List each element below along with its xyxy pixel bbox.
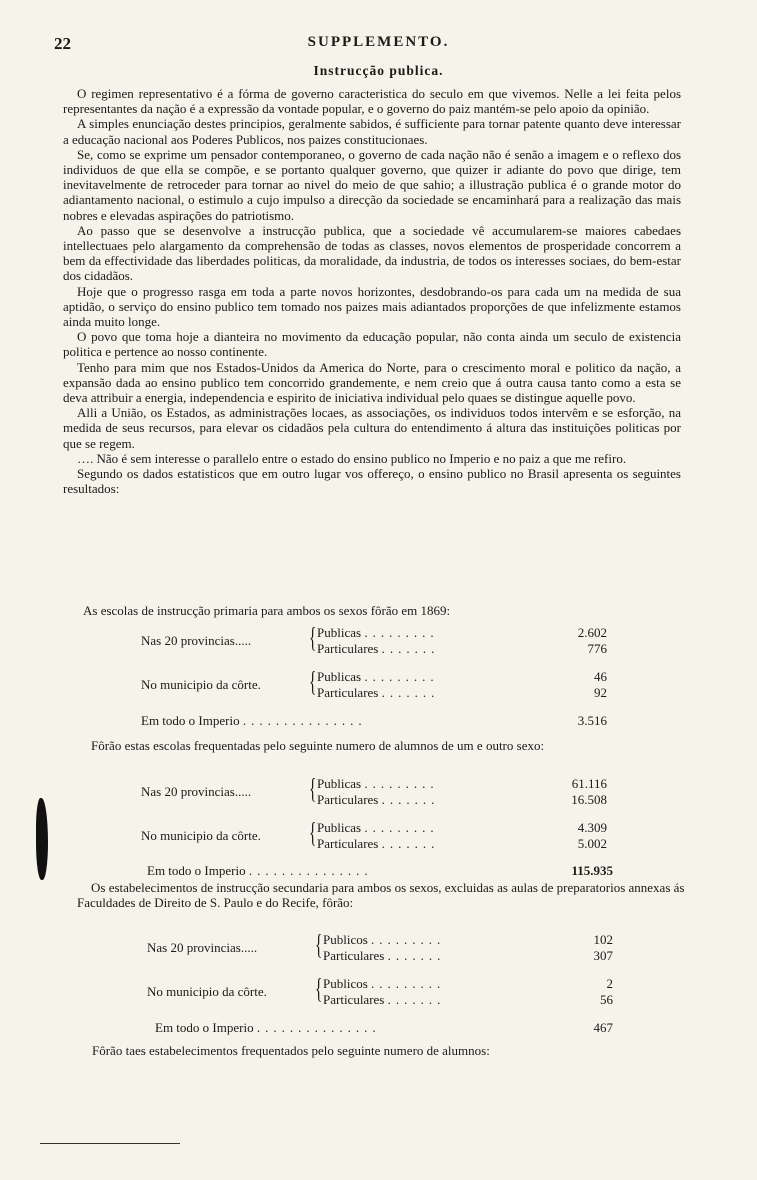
group-label: Nas 20 provincias.....	[147, 940, 258, 955]
brace: {	[309, 818, 317, 849]
ink-smudge	[36, 798, 48, 880]
total-value: 115.935	[571, 863, 613, 878]
paragraph: O regimen representativo é a fórma de governo caracteristica do seculo em que vivemos. Nelle a lei feita pelos representantes da nação é a expressão da vontade popular, e o governo do paiz mantém-se pelo apoio da opinião.	[63, 86, 681, 117]
paragraph: Ao passo que se desenvolve a instrucção publica, que a sociedade vê accumularem-se maiores cabedaes intellectuaes pelo alargamento da comprehensão de todas as classes, novos elementos de prosperidade concorrem a bem da effectividade das liberdades politicas, da moralidade, da industria, de todos os interesses sociaes, do bem-estar dos cidadãos.	[63, 222, 681, 284]
row-value: 92	[594, 685, 607, 700]
group-label: Nas 20 provincias.....	[141, 784, 252, 799]
brace: {	[309, 623, 317, 654]
total-label: Em todo o Imperio	[147, 863, 246, 878]
row-name: Particulares	[317, 836, 379, 851]
row-value: 2	[606, 976, 613, 991]
paragraph: Tenho para mim que nos Estados-Unidos da America do Norte, para o crescimento moral e politico da nação, a expansão dada ao ensino publico tem concorrido grandemente, e nem creio que á outra causa tanto como a esta se deva attribuir a energia, independencia e espirito de iniciativa individual pelo quaes se distingue aquelle povo.	[63, 359, 681, 406]
row-name: Particulares	[317, 792, 379, 807]
table-intro: Fôrão estas escolas frequentadas pelo seguinte numero de alumnos de um e outro sexo:	[91, 738, 545, 753]
total-value: 3.516	[577, 713, 607, 728]
row-value: 46	[594, 669, 607, 684]
paragraph: Alli a União, os Estados, as administrações locaes, as associações, os individuos todos intervêm e se esforção, na medida de seus recursos, para elevar os cidadãos pela cultura do entendimento á altura das instituições politicas por que se regem.	[63, 405, 681, 451]
row-value: 102	[593, 932, 613, 947]
group-label: No municipio da côrte.	[147, 984, 267, 999]
row-name: Particulares	[323, 992, 385, 1007]
table-intro: Os estabelecimentos de instrucção secundaria para ambos os sexos, excluidas as aulas de preparatorios annexas ás Faculdades de Direito de S. Paulo e do Recife, fôrão:	[77, 880, 685, 910]
paragraph: Segundo os dados estatisticos que em outro lugar vos offereço, o ensino publico no Brasil apresenta os seguintes resultados:	[63, 466, 681, 497]
row-value: 2.602	[577, 625, 607, 640]
total-value: 467	[593, 1020, 613, 1035]
paragraph: O povo que toma hoje a dianteira no movimento da educação popular, não conta ainda um seculo de existencia politica e pertence ao nosso continente.	[63, 329, 681, 360]
row-value: 61.116	[571, 776, 607, 791]
brace: {	[309, 667, 317, 698]
table-primary-students: Fôrão estas escolas frequentadas pelo seguinte numero de alumnos de um e outro sexo: Nas 20 provincias..... { Publicas ......... 61.116 Particulares ....... 16.508 No municipio da côrte. { Publicas ......... 4.309 Particulares ....... 5.002 Em todo o Imperio ............... 115.935	[63, 738, 681, 878]
row-name: Publicas	[317, 625, 362, 640]
closing-line: Fôrão taes estabelecimentos frequentados pelo seguinte numero de alumnos:	[92, 1043, 490, 1058]
page-number: 22	[54, 34, 71, 53]
row-value: 4.309	[577, 820, 607, 835]
table-secondary-schools: Os estabelecimentos de instrucção secundaria para ambos os sexos, excluidas as aulas de preparatorios annexas ás Faculdades de Direito de S. Paulo e do Recife, fôrão: Nas 20 provincias..... { Publicos ......... 102 Particulares ....... 307 No municipio da côrte. { Publicos ......... 2 Particulares ....... 56 Em todo o Imperio ............... 467	[63, 880, 693, 1040]
section-title: Instrucção publica.	[313, 63, 444, 78]
row-value: 5.002	[577, 836, 607, 851]
brace: {	[315, 974, 323, 1005]
body-text	[63, 86, 681, 496]
total-label: Em todo o Imperio	[155, 1020, 254, 1035]
row-name: Publicos	[323, 976, 368, 991]
row-value: 776	[587, 641, 607, 656]
table-primary-schools: As escolas de instrucção primaria para ambos os sexos fôrão em 1869: Nas 20 provincias..... { Publicas ......... 2.602 Particulares ....... 776 No municipio da côrte. { Publicas ......... 46 Particulares ....... 92 Em todo o Imperio ............... 3.516	[83, 603, 607, 728]
brace: {	[309, 774, 317, 805]
row-value: 307	[593, 948, 613, 963]
row-name: Particulares	[317, 641, 379, 656]
paragraph: A simples enunciação destes principios, geralmente sabidos, é sufficiente para tornar patente quanto deve interessar a educação nacional aos Poderes Publicos, nos paizes constitucionaes.	[63, 116, 681, 147]
row-name: Particulares	[323, 948, 385, 963]
group-label: No municipio da côrte.	[141, 677, 261, 692]
footer-rule	[40, 1143, 180, 1144]
row-name: Publicos	[323, 932, 368, 947]
paragraph: …. Não é sem interesse o parallelo entre o estado do ensino publico no Imperio e no paiz a que me refiro.	[77, 450, 627, 466]
paragraph: Se, como se exprime um pensador contemporaneo, o governo de cada nação não é senão a imagem e o reflexo dos individuos de que ella se compõe, e se portanto qualquer governo, que quizer ir adiante do povo que dirige, tem inevitavelmente de retroceder para tornar ao nivel do meio de que sahio; a illustração publica é o grande motor do adiantamento nacional, o estimulo a cujo impulso a direcção da sociedade se encaminhará para a realização das mais nobres e elevadas aspirações do patriotismo.	[63, 146, 681, 223]
row-value: 56	[600, 992, 613, 1007]
group-label: Nas 20 provincias.....	[141, 633, 252, 648]
running-title: SUPPLEMENTO.	[307, 34, 450, 50]
total-label: Em todo o Imperio	[141, 713, 240, 728]
brace: {	[315, 930, 323, 961]
row-name: Particulares	[317, 685, 379, 700]
row-value: 16.508	[571, 792, 607, 807]
row-name: Publicas	[317, 669, 362, 684]
table-intro: As escolas de instrucção primaria para ambos os sexos fôrão em 1869:	[83, 603, 451, 618]
group-label: No municipio da côrte.	[141, 828, 261, 843]
paragraph: Hoje que o progresso rasga em toda a parte novos horizontes, desdobrando-os para cada um na medida de sua aptidão, o serviço do ensino publico tem tomado nos paizes mais adiantados proporções de que infelizmente estamos ainda muito longe.	[63, 283, 681, 330]
row-name: Publicas	[317, 820, 362, 835]
row-name: Publicas	[317, 776, 362, 791]
